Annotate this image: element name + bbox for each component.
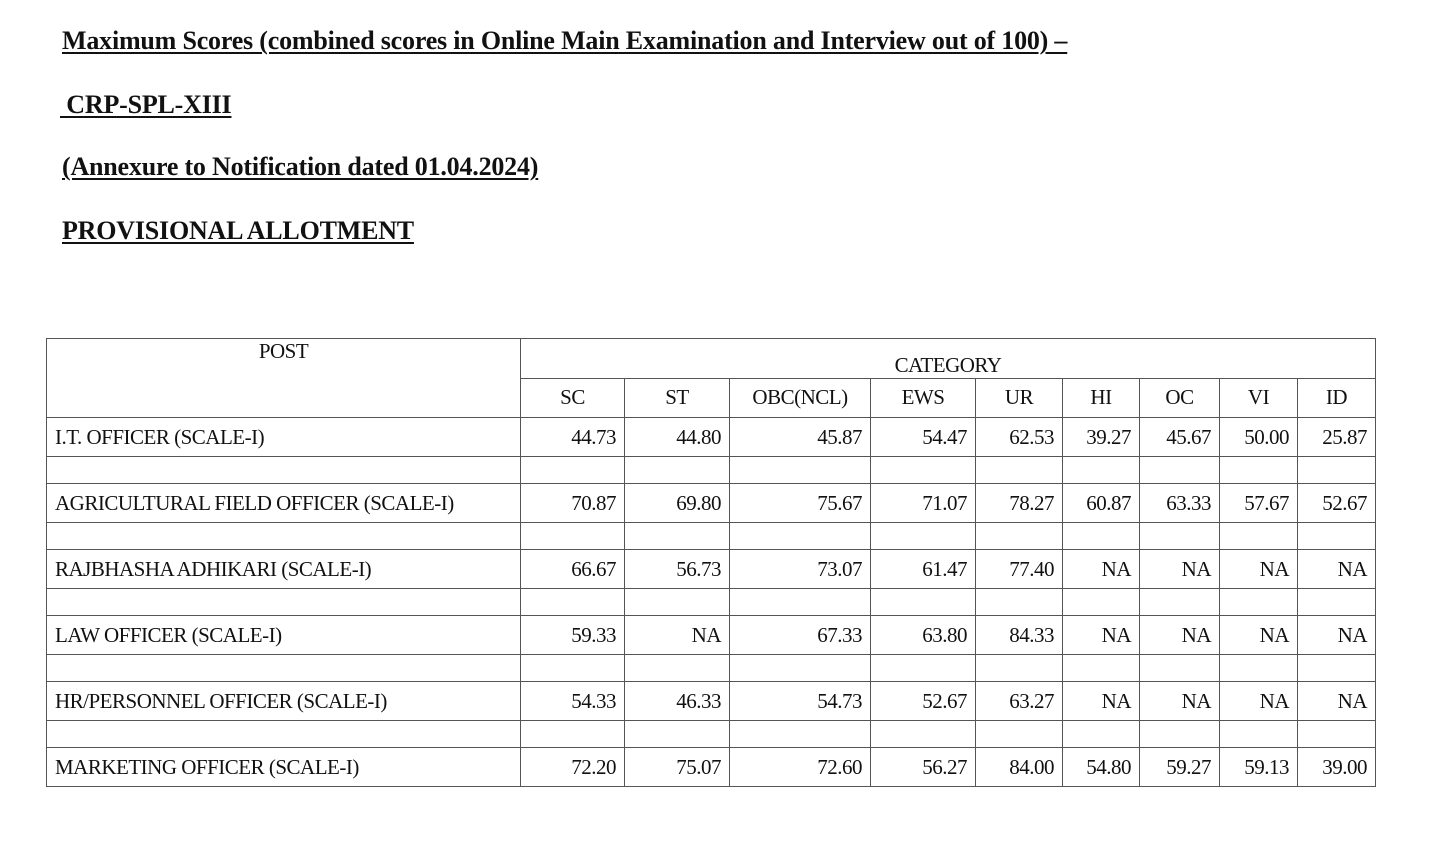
- score-cell: 78.27: [976, 484, 1063, 523]
- column-header-ur: UR: [976, 378, 1063, 418]
- spacer-cell: [47, 655, 521, 682]
- post-name-cell: HR/PERSONNEL OFFICER (SCALE-I): [47, 682, 521, 721]
- score-cell: 56.73: [625, 550, 730, 589]
- spacer-cell: [871, 589, 976, 616]
- spacer-cell: [1298, 589, 1376, 616]
- spacer-cell: [1220, 589, 1298, 616]
- score-cell: 63.33: [1140, 484, 1220, 523]
- score-cell: NA: [1298, 550, 1376, 589]
- spacer-cell: [976, 655, 1063, 682]
- post-name-cell: AGRICULTURAL FIELD OFFICER (SCALE-I): [47, 484, 521, 523]
- allotment-heading: PROVISIONAL ALLOTMENT: [62, 216, 414, 245]
- post-name-cell: RAJBHASHA ADHIKARI (SCALE-I): [47, 550, 521, 589]
- column-header-hi: HI: [1063, 378, 1140, 418]
- spacer-cell: [871, 457, 976, 484]
- score-cell: NA: [625, 616, 730, 655]
- score-cell: 69.80: [625, 484, 730, 523]
- spacer-cell: [521, 589, 625, 616]
- spacer-cell: [976, 721, 1063, 748]
- spacer-cell: [625, 655, 730, 682]
- score-cell: 72.60: [730, 748, 871, 787]
- score-cell: NA: [1298, 682, 1376, 721]
- spacer-cell: [1063, 523, 1140, 550]
- score-cell: 60.87: [1063, 484, 1140, 523]
- spacer-cell: [1063, 589, 1140, 616]
- score-cell: 56.27: [871, 748, 976, 787]
- column-header-vi: VI: [1220, 378, 1298, 418]
- score-cell: 70.87: [521, 484, 625, 523]
- table-row: [47, 550, 1376, 589]
- score-cell: 44.73: [521, 418, 625, 457]
- spacer-cell: [1220, 523, 1298, 550]
- score-cell: 45.67: [1140, 418, 1220, 457]
- score-cell: 75.07: [625, 748, 730, 787]
- spacer-cell: [976, 589, 1063, 616]
- score-cell: 54.47: [871, 418, 976, 457]
- score-cell: 54.73: [730, 682, 871, 721]
- spacer-row: [47, 589, 1376, 616]
- spacer-cell: [47, 523, 521, 550]
- spacer-cell: [1220, 721, 1298, 748]
- spacer-cell: [730, 655, 871, 682]
- recruitment-code: CRP-SPL-XIII: [60, 90, 232, 119]
- document-title: Maximum Scores (combined scores in Online Main Examination and Interview out of 100) –: [62, 26, 1068, 55]
- spacer-cell: [521, 457, 625, 484]
- table-row: [47, 616, 1376, 655]
- spacer-row: [47, 721, 1376, 748]
- score-cell: 50.00: [1220, 418, 1298, 457]
- spacer-cell: [625, 589, 730, 616]
- spacer-cell: [47, 589, 521, 616]
- table-row: [47, 484, 1376, 523]
- spacer-cell: [625, 721, 730, 748]
- score-cell: 25.87: [1298, 418, 1376, 457]
- spacer-cell: [521, 721, 625, 748]
- score-cell: 39.00: [1298, 748, 1376, 787]
- spacer-cell: [1140, 523, 1220, 550]
- score-cell: 54.80: [1063, 748, 1140, 787]
- score-cell: 63.80: [871, 616, 976, 655]
- spacer-row: [47, 523, 1376, 550]
- score-cell: 84.00: [976, 748, 1063, 787]
- spacer-cell: [1298, 457, 1376, 484]
- score-cell: 39.27: [1063, 418, 1140, 457]
- score-cell: 61.47: [871, 550, 976, 589]
- spacer-cell: [1063, 655, 1140, 682]
- score-cell: 66.67: [521, 550, 625, 589]
- spacer-cell: [1220, 457, 1298, 484]
- category-header: CATEGORY: [521, 339, 1376, 379]
- spacer-cell: [521, 523, 625, 550]
- spacer-cell: [521, 655, 625, 682]
- table-row: [47, 682, 1376, 721]
- spacer-cell: [1140, 721, 1220, 748]
- table-row: [47, 418, 1376, 457]
- spacer-cell: [625, 523, 730, 550]
- spacer-cell: [1140, 655, 1220, 682]
- spacer-cell: [47, 457, 521, 484]
- score-cell: 71.07: [871, 484, 976, 523]
- score-cell: 46.33: [625, 682, 730, 721]
- spacer-cell: [1298, 721, 1376, 748]
- score-cell: NA: [1220, 550, 1298, 589]
- spacer-row: [47, 457, 1376, 484]
- score-cell: 62.53: [976, 418, 1063, 457]
- column-header-oc: OC: [1140, 378, 1220, 418]
- score-cell: NA: [1298, 616, 1376, 655]
- post-name-cell: LAW OFFICER (SCALE-I): [47, 616, 521, 655]
- column-header-id: ID: [1298, 378, 1376, 418]
- table-row: [47, 748, 1376, 787]
- scores-table: [46, 338, 1376, 787]
- spacer-cell: [1140, 589, 1220, 616]
- score-cell: 52.67: [871, 682, 976, 721]
- score-cell: NA: [1063, 616, 1140, 655]
- post-name-cell: MARKETING OFFICER (SCALE-I): [47, 748, 521, 787]
- spacer-cell: [625, 457, 730, 484]
- score-cell: 77.40: [976, 550, 1063, 589]
- score-cell: 72.20: [521, 748, 625, 787]
- spacer-cell: [1220, 655, 1298, 682]
- score-cell: 75.67: [730, 484, 871, 523]
- table-body: [47, 418, 1376, 787]
- score-cell: 45.87: [730, 418, 871, 457]
- spacer-cell: [47, 721, 521, 748]
- spacer-cell: [1298, 655, 1376, 682]
- spacer-cell: [1140, 457, 1220, 484]
- column-header-ews: EWS: [871, 378, 976, 418]
- score-cell: 44.80: [625, 418, 730, 457]
- spacer-cell: [976, 457, 1063, 484]
- spacer-cell: [976, 523, 1063, 550]
- spacer-cell: [871, 655, 976, 682]
- score-cell: 59.33: [521, 616, 625, 655]
- spacer-cell: [1063, 457, 1140, 484]
- post-column-header: POST: [47, 339, 521, 418]
- score-cell: NA: [1063, 550, 1140, 589]
- annexure-note: (Annexure to Notification dated 01.04.2024): [62, 152, 539, 181]
- score-cell: NA: [1220, 682, 1298, 721]
- score-cell: NA: [1140, 550, 1220, 589]
- score-cell: 67.33: [730, 616, 871, 655]
- score-cell: 84.33: [976, 616, 1063, 655]
- score-cell: NA: [1220, 616, 1298, 655]
- post-name-cell: I.T. OFFICER (SCALE-I): [47, 418, 521, 457]
- score-cell: 57.67: [1220, 484, 1298, 523]
- column-header-obc: OBC(NCL): [730, 378, 871, 418]
- spacer-cell: [1298, 523, 1376, 550]
- score-cell: NA: [1140, 616, 1220, 655]
- score-cell: 63.27: [976, 682, 1063, 721]
- score-cell: 59.13: [1220, 748, 1298, 787]
- column-header-st: ST: [625, 378, 730, 418]
- spacer-cell: [1063, 721, 1140, 748]
- score-cell: 73.07: [730, 550, 871, 589]
- score-cell: 59.27: [1140, 748, 1220, 787]
- column-header-sc: SC: [521, 378, 625, 418]
- spacer-row: [47, 655, 1376, 682]
- spacer-cell: [730, 589, 871, 616]
- score-cell: NA: [1063, 682, 1140, 721]
- score-cell: 52.67: [1298, 484, 1376, 523]
- score-cell: 54.33: [521, 682, 625, 721]
- spacer-cell: [871, 721, 976, 748]
- score-cell: NA: [1140, 682, 1220, 721]
- spacer-cell: [730, 457, 871, 484]
- spacer-cell: [871, 523, 976, 550]
- spacer-cell: [730, 523, 871, 550]
- spacer-cell: [730, 721, 871, 748]
